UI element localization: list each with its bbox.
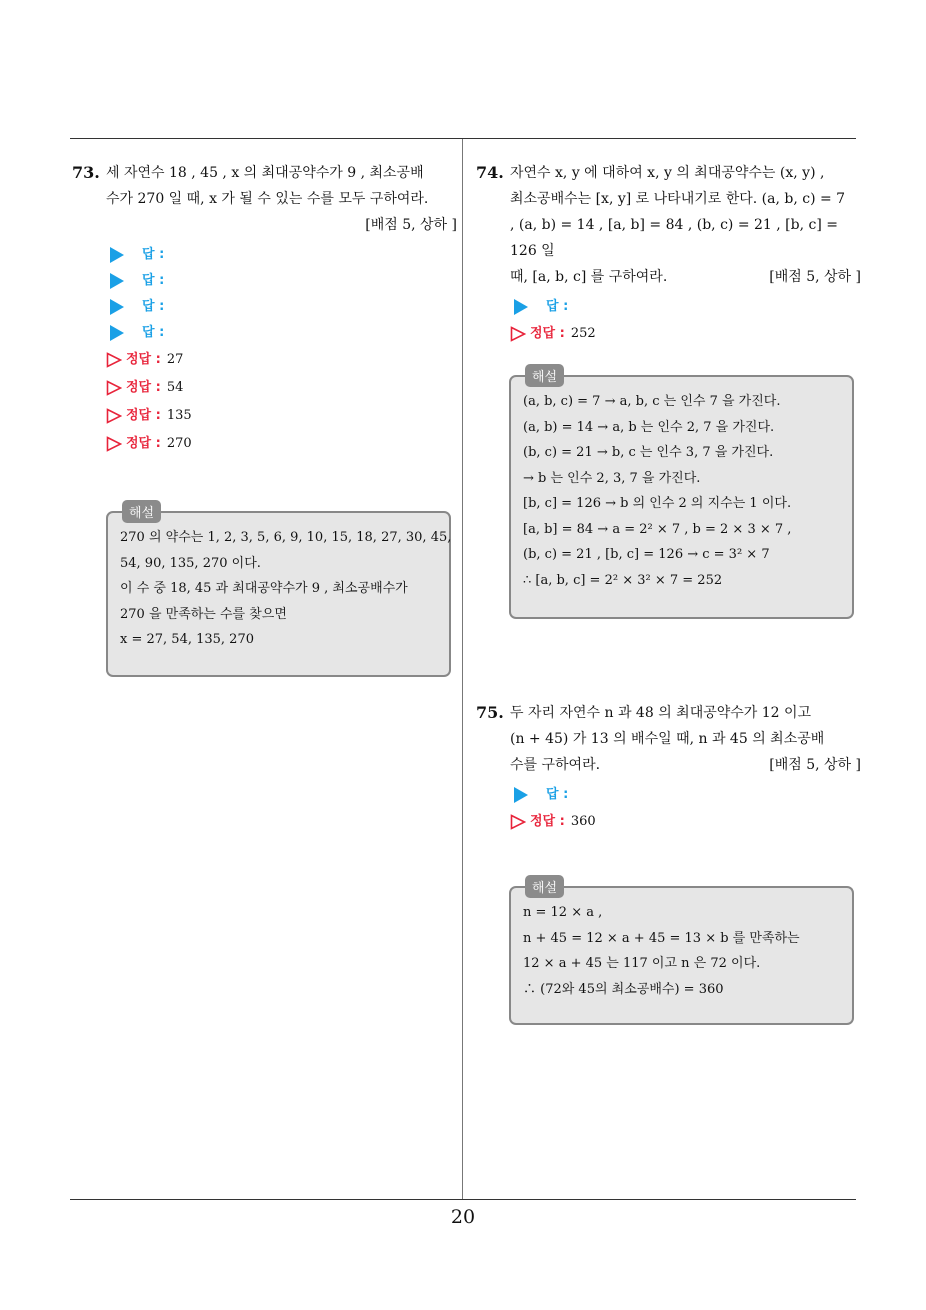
problem-73 xyxy=(72,160,457,458)
solution-line: ∴ (72와 45의 최소공배수) = 360 xyxy=(523,981,724,997)
correct-label: 정답 : xyxy=(126,380,161,395)
answer-input-row[interactable] xyxy=(510,294,861,320)
statement-line: 세 자연수 18 , 45 , x 의 최대공약수가 9 , 최소공배 xyxy=(106,165,424,181)
solution-line: 270 의 약수는 1, 2, 3, 5, 6, 9, 10, 15, 18, 27, 30, 45, xyxy=(120,530,452,545)
solution-line: (b, c) = 21 → b, c 는 인수 3, 7 을 가진다. xyxy=(523,445,774,460)
problem-statement xyxy=(476,700,861,778)
answer-label: 답 : xyxy=(546,299,569,314)
solution-line: x = 27, 54, 135, 270 xyxy=(120,632,254,647)
outline-arrow-icon xyxy=(106,408,122,424)
points-label: [배점 5, 상하 ] xyxy=(365,217,457,233)
column-divider xyxy=(462,139,463,1200)
correct-value: 135 xyxy=(166,408,192,423)
solution-line: 12 × a + 45 는 117 이고 n 은 72 이다. xyxy=(523,956,761,971)
outline-arrow-icon xyxy=(510,814,526,830)
correct-answer-row xyxy=(106,374,457,402)
statement-line xyxy=(510,264,861,290)
solution-box xyxy=(106,506,452,677)
bottom-rule xyxy=(70,1199,856,1200)
play-arrow-icon xyxy=(514,299,528,315)
statement-line: (n + 45) 가 13 의 배수일 때, n 과 45 의 최소공배 xyxy=(510,731,825,747)
answer-label: 답 : xyxy=(142,273,165,288)
top-rule xyxy=(70,138,856,139)
solution-line: n + 45 = 12 × a + 45 = 13 × b 를 만족하는 xyxy=(523,930,800,946)
answer-input-row[interactable] xyxy=(106,320,457,346)
correct-label: 정답 : xyxy=(126,352,161,367)
answer-input-row[interactable] xyxy=(106,242,457,268)
answer-area xyxy=(510,294,861,348)
problem-number: 75. xyxy=(476,703,504,722)
correct-value: 270 xyxy=(166,436,192,451)
statement-line: 최소공배수는 [x, y] 로 나타내기로 한다. (a, b, c) = 7 xyxy=(510,191,846,207)
solution-line: (a, b) = 14 → a, b 는 인수 2, 7 을 가진다. xyxy=(523,419,775,435)
answer-input-row[interactable] xyxy=(106,268,457,294)
outline-arrow-icon xyxy=(510,326,526,342)
solution-line: 54, 90, 135, 270 이다. xyxy=(120,555,261,571)
outline-arrow-icon xyxy=(106,436,122,452)
solution-tag: 해설 xyxy=(525,364,564,387)
problem-74 xyxy=(476,160,861,348)
play-arrow-icon xyxy=(110,325,124,341)
problem-number: 74. xyxy=(476,163,504,182)
answer-area xyxy=(510,782,861,836)
answer-label: 답 : xyxy=(142,325,165,340)
solution-line: [b, c] = 126 → b 의 인수 2 의 지수는 1 이다. xyxy=(523,496,792,511)
correct-value: 252 xyxy=(570,326,596,341)
play-arrow-icon xyxy=(514,787,528,803)
solution-box xyxy=(509,370,854,619)
solution-line: [a, b] = 84 → a = 2² × 7 , b = 2 × 3 × 7 , xyxy=(523,521,792,537)
correct-label: 정답 : xyxy=(530,814,565,829)
solution-line: → b 는 인수 2, 3, 7 을 가진다. xyxy=(523,470,701,486)
problem-number: 73. xyxy=(72,163,100,182)
problem-75 xyxy=(476,700,861,836)
solution-line: n = 12 × a , xyxy=(523,905,603,920)
correct-label: 정답 : xyxy=(126,436,161,451)
correct-value: 27 xyxy=(166,352,184,367)
answer-area xyxy=(106,242,457,458)
solution-box xyxy=(509,881,854,1025)
problem-statement xyxy=(72,160,457,212)
page-number: 20 xyxy=(450,1206,476,1228)
statement-line-text: 때, [a, b, c] 를 구하여라. xyxy=(510,269,668,285)
answer-label: 답 : xyxy=(546,787,569,802)
solution-line: 270 을 만족하는 수를 찾으면 xyxy=(120,606,287,622)
correct-value: 360 xyxy=(570,814,596,829)
correct-label: 정답 : xyxy=(530,326,565,341)
correct-label: 정답 : xyxy=(126,408,161,423)
answer-label: 답 : xyxy=(142,247,165,262)
outline-arrow-icon xyxy=(106,352,122,368)
solution-line: 이 수 중 18, 45 과 최대공약수가 9 , 최소공배수가 xyxy=(120,581,408,596)
statement-line: 두 자리 자연수 n 과 48 의 최대공약수가 12 이고 xyxy=(510,705,812,721)
points-label: [배점 5, 상하 ] xyxy=(769,757,861,773)
statement-line-text: 수를 구하여라. xyxy=(510,757,601,773)
answer-input-row[interactable] xyxy=(510,782,861,808)
answer-input-row[interactable] xyxy=(106,294,457,320)
solution-tag: 해설 xyxy=(122,500,161,523)
play-arrow-icon xyxy=(110,273,124,289)
statement-line: 수가 270 일 때, x 가 될 수 있는 수를 모두 구하여라. xyxy=(106,191,429,207)
answer-label: 답 : xyxy=(142,299,165,314)
play-arrow-icon xyxy=(110,247,124,263)
correct-answer-row xyxy=(510,320,861,348)
statement-line xyxy=(510,752,861,778)
solution-line: (a, b, c) = 7 → a, b, c 는 인수 7 을 가진다. xyxy=(523,394,781,409)
correct-answer-row xyxy=(106,430,457,458)
problem-statement xyxy=(476,160,861,290)
solution-tag: 해설 xyxy=(525,875,564,898)
solution-line: (b, c) = 21 , [b, c] = 126 → c = 3² × 7 xyxy=(523,547,770,562)
correct-answer-row xyxy=(106,402,457,430)
solution-line: ∴ [a, b, c] = 2² × 3² × 7 = 252 xyxy=(523,572,723,588)
correct-value: 54 xyxy=(166,380,184,395)
statement-line: 자연수 x, y 에 대하여 x, y 의 최대공약수는 (x, y) , xyxy=(510,165,825,181)
play-arrow-icon xyxy=(110,299,124,315)
outline-arrow-icon xyxy=(106,380,122,396)
correct-answer-row xyxy=(106,346,457,374)
statement-line: , (a, b) = 14 , [a, b] = 84 , (b, c) = 21 , [b, c] = 126 일 xyxy=(510,217,838,259)
points-label: [배점 5, 상하 ] xyxy=(769,269,861,285)
correct-answer-row xyxy=(510,808,861,836)
